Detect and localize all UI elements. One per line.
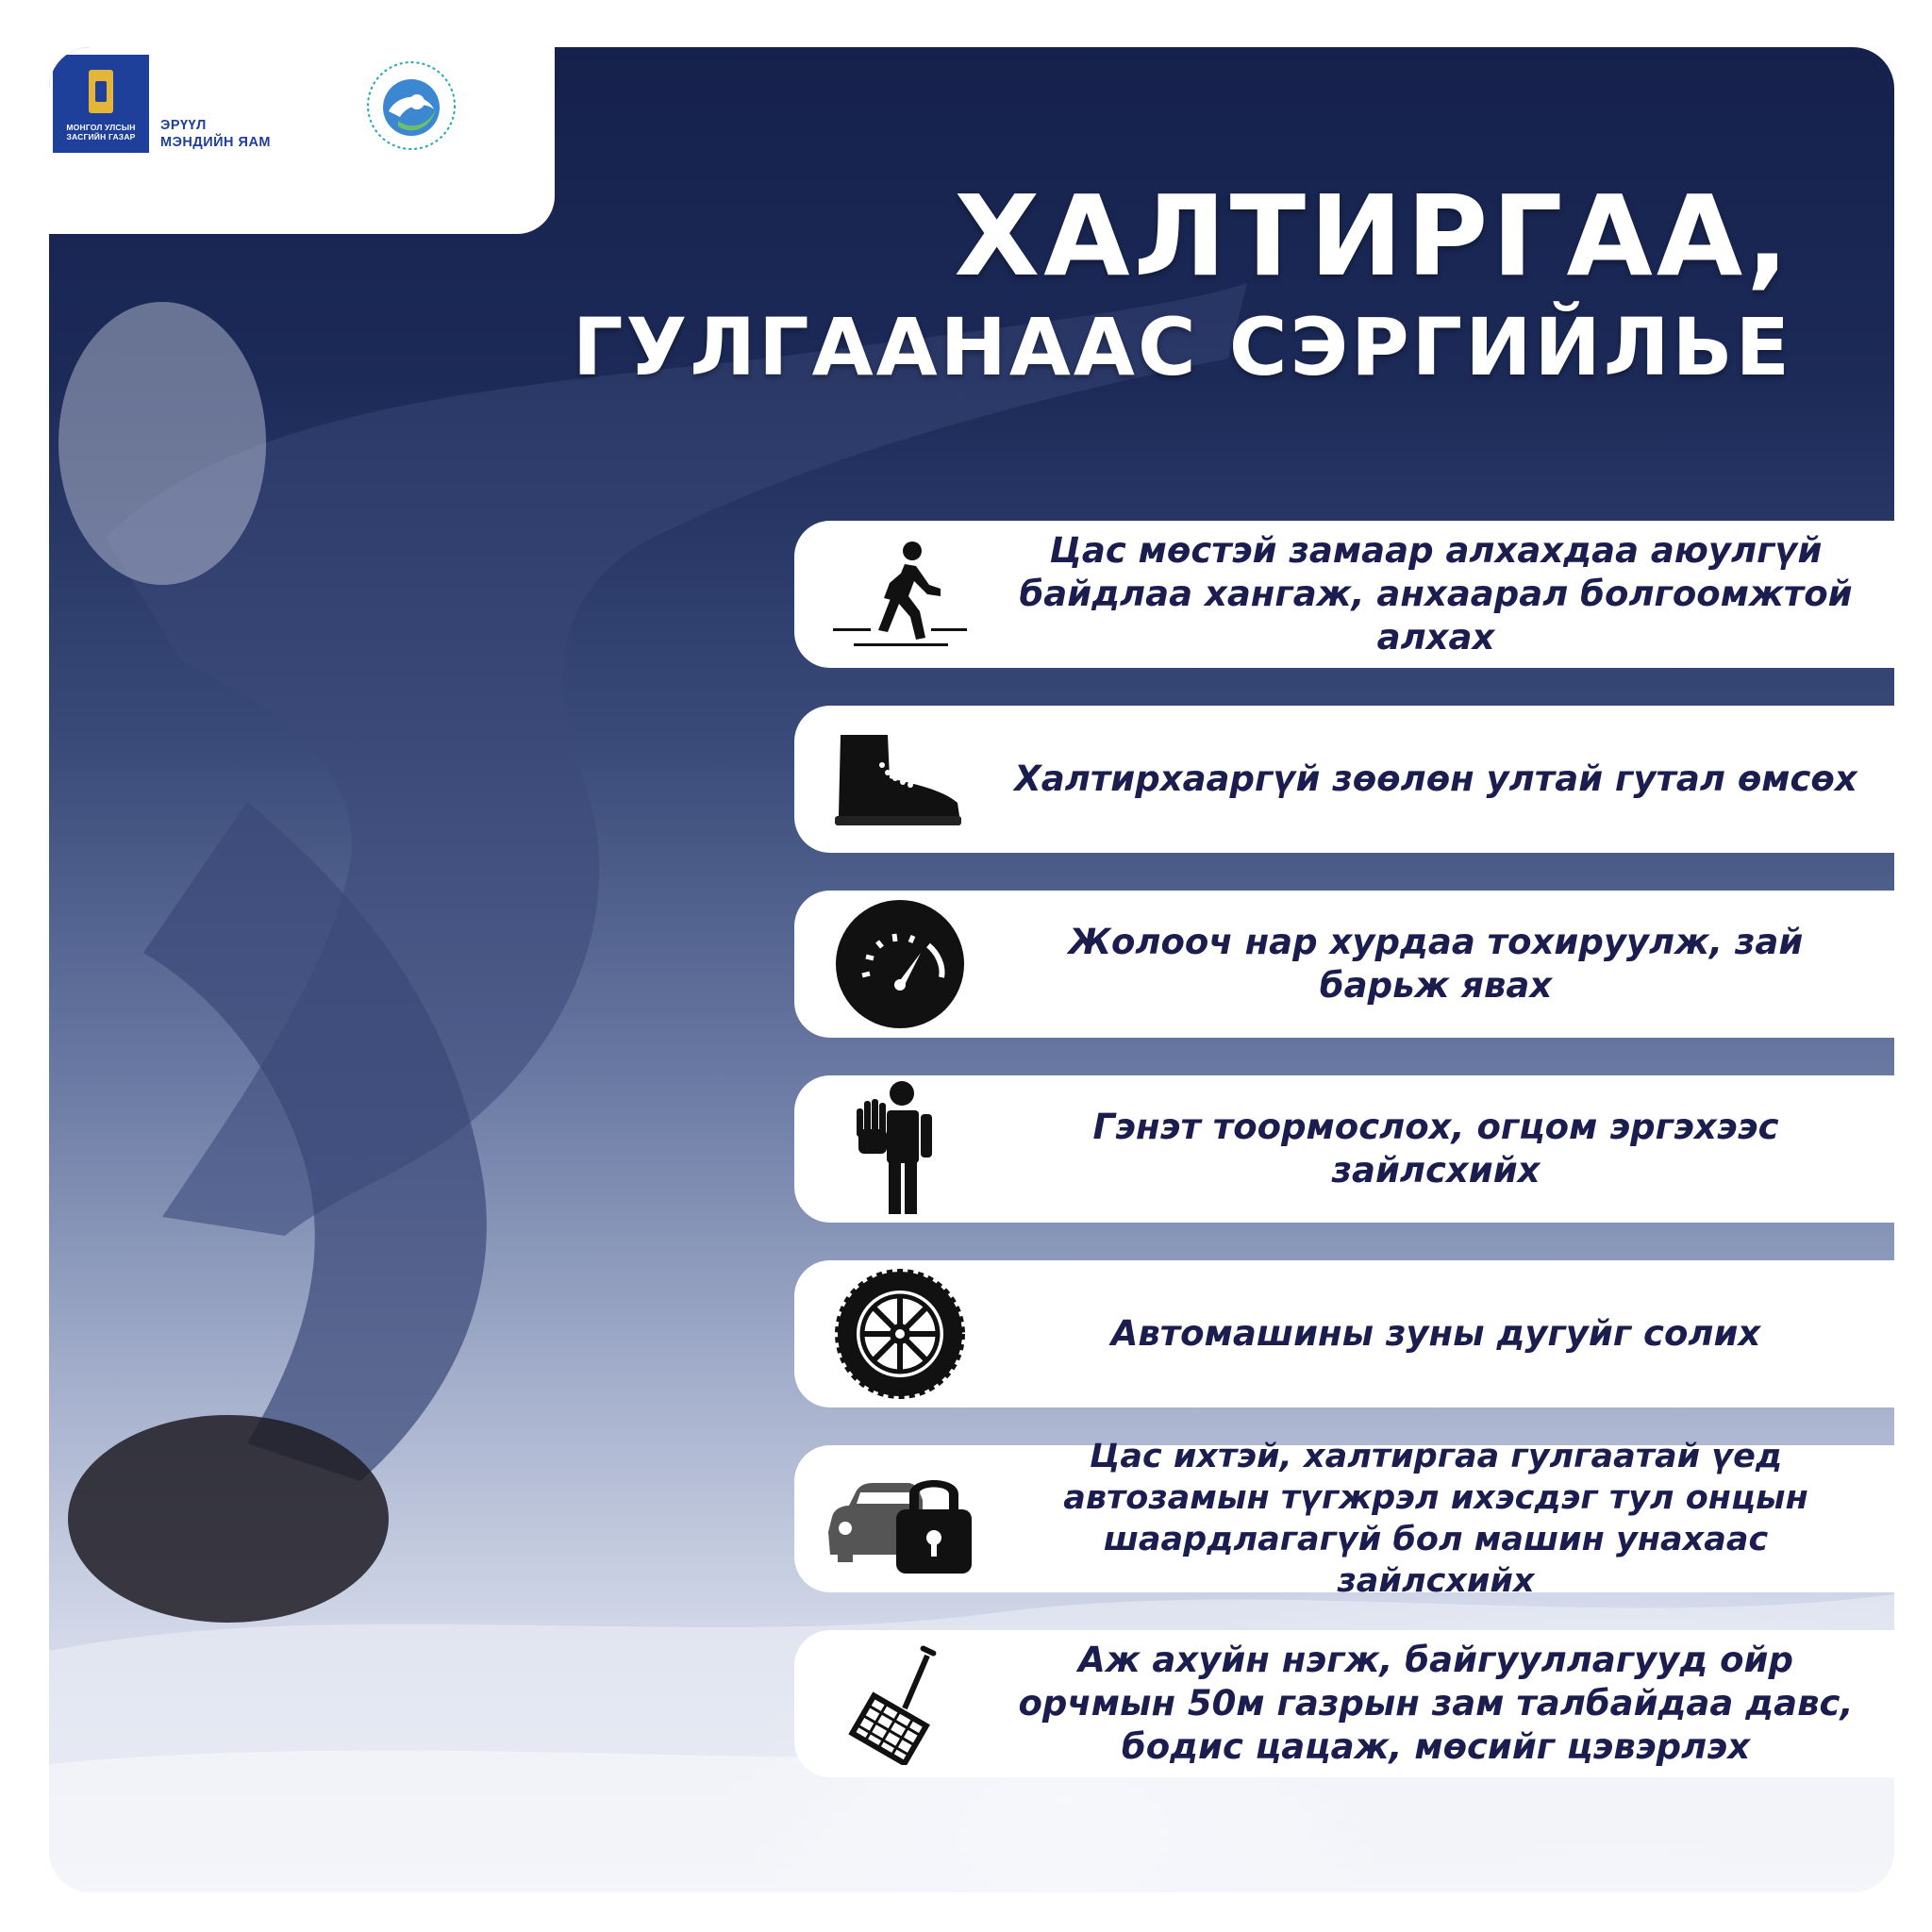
poster-title	[573, 172, 1792, 394]
public-health-center-logo-icon	[360, 55, 462, 157]
tip-card-shovel	[794, 1630, 1894, 1777]
tip-text-tire: Автомашины зуны дугуйг солих	[1110, 1313, 1761, 1354]
stop-hand-person-icon	[794, 1075, 1006, 1223]
title-line-2: ГУЛГААНААС СЭРГИЙЛЬЕ	[573, 301, 1792, 393]
speedometer-icon	[794, 891, 1006, 1038]
logo-card	[49, 47, 555, 234]
car-lock-icon	[794, 1445, 1006, 1592]
government-tile-text: МОНГОЛ УЛСЫН ЗАСГИЙН ГАЗАР	[66, 123, 136, 142]
tip-text-traffic: Цас ихтэй, халтиргаа гулгаатай үед автозамын түгжрэл ихэсдэг тул онцын шаардлагагүй бол машин унахаас зайлсхийх	[1063, 1438, 1808, 1600]
tip-text-walk: Цас мөстэй замаар алхахдаа аюулгүй байдлаа хангаж, анхаарал болгоомжтой алхах	[1019, 530, 1853, 658]
tip-text-shovel: Аж ахуйн нэгж, байгууллагууд ойр орчмын 50м газрын зам талбайдаа давс, бодис цацаж, мөсийг цэвэрлэх	[1018, 1640, 1854, 1767]
ministry-name: ЭРҮҮЛ МЭНДИЙН ЯАМ	[160, 118, 272, 150]
tip-card-speed	[794, 891, 1894, 1038]
poster-background	[49, 47, 1894, 1892]
tip-card-boot	[794, 706, 1894, 853]
tip-text-boot: Халтирхааргүй зөөлөн ултай гутал өмсөх	[1014, 758, 1857, 799]
tip-card-traffic	[794, 1438, 1894, 1600]
title-line-1: ХАЛТИРГАА,	[954, 171, 1792, 301]
tip-card-walk	[794, 521, 1894, 668]
tip-card-tire	[794, 1260, 1894, 1407]
tip-text-brake: Гэнэт тоормослох, огцом эргэхээс зайлсхийх	[1092, 1107, 1779, 1191]
government-logo	[53, 55, 149, 153]
boot-icon	[794, 706, 1006, 853]
winter-tire-icon	[794, 1260, 1006, 1407]
walking-person-icon	[794, 521, 1006, 668]
soyombo-emblem-icon	[89, 70, 113, 113]
tip-card-brake	[794, 1075, 1894, 1223]
tip-text-speed: Жолооч нар хурдаа тохируулж, зай барьж явах	[1068, 922, 1804, 1006]
snow-shovel-icon	[794, 1630, 1006, 1777]
